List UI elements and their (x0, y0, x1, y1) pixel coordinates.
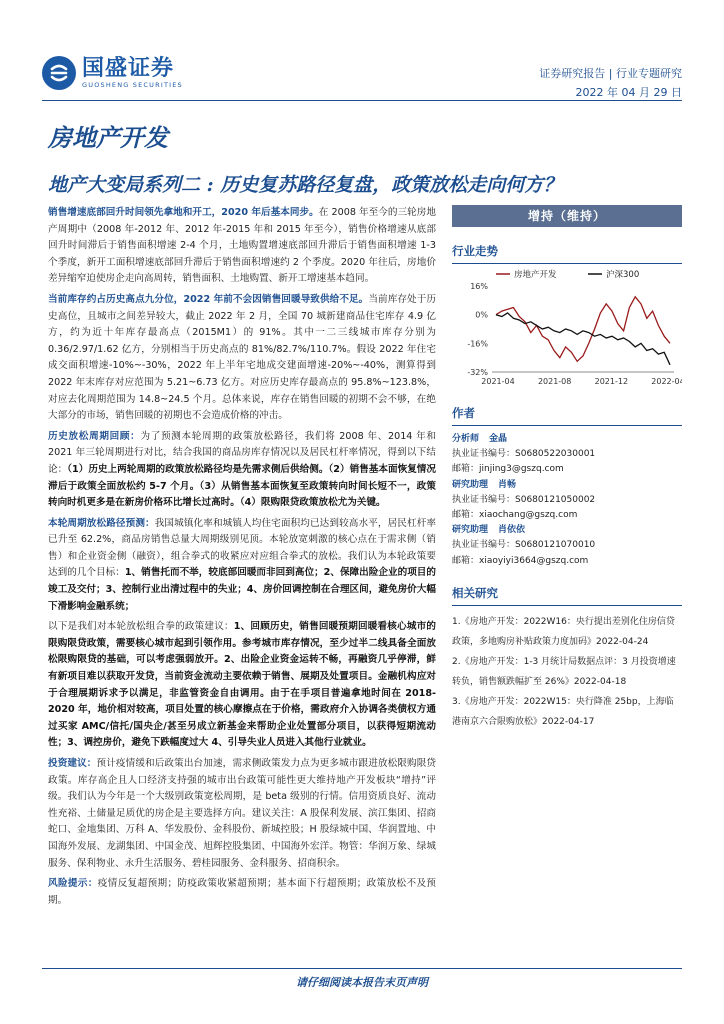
paragraph-lead: 销售增速底部回升时间领先拿地和开工，2020 年后基本同步。 (48, 207, 319, 218)
author-email[interactable]: 邮箱：jinjing3@gszq.com (452, 464, 564, 475)
sector-title: 房地产开发 (48, 123, 168, 152)
author-license: 执业证书编号：S0680121050002 (452, 494, 596, 505)
paragraph-sales (48, 205, 436, 288)
paragraph-text: 预计疫情缓和后政策出台加速，需求侧政策发力点为更多城市跟进放松限购限贷政策。库存高企且人口经济支持强的城市出台政策可能性更大维持地产开发板块“增持”评级。我们认为今年是一个大级别政策宽松周期，是 beta 级别的行情。信用资质良好、流动性充裕、土储量足质优的房企是主要选择方向。建议关注：A 股保利发展、滨江集团、招商蛇口、金地集团、万科 A、华发股份、金科股份、新城控股；H 股绿城中国、华润置地、中国海外发展、龙湖集团、中国金茂、旭辉控股集团、中国海外宏洋。物管：华润万象、绿城服务、保利物业、永升生活服务、碧桂园服务、金科服务、招商积余。 (48, 758, 437, 869)
author-heading: 作者 (452, 405, 682, 426)
sidebar (452, 205, 682, 732)
report-title: 地产大变局系列二 : 历史复苏路径复盘，政策放松走向何方？ (48, 174, 563, 196)
brand-mark-icon (42, 56, 76, 90)
paragraph-suggestions (48, 619, 436, 752)
paragraph-text: 在 2008 年至今的三轮房地产周期中（2008 年-2012 年、2012 年-2015 年和 2015 年至今），销售价格增速从底部回升时间滞后于销售面积增速 2-4 个月，土地购置增速底部回升滞后于销售面积增速 1-3 个季度，新开工面积增速底部回升滞后于销售面积增速约 2 个季度。2020 年往后，房地价差异缩窄迫使房企走向高周转，销售面积、土地购置、新开工增速基本趋同。 (48, 207, 437, 285)
paragraph-forecast (48, 516, 436, 616)
legend-label: 沪深300 (606, 270, 640, 280)
paragraph-lead: 风险提示： (48, 878, 98, 890)
author-entry (452, 478, 682, 524)
paragraph-investment (48, 756, 436, 872)
footer-divider (42, 968, 682, 969)
author-name: 肖畅 (498, 479, 517, 490)
trend-chart-svg (452, 264, 682, 389)
x-tick-label: 2021-08 (537, 377, 572, 386)
trend-chart (452, 264, 682, 389)
report-body (48, 205, 436, 913)
paragraph-lead: 当前库存约占历史高点九分位，2022 年前不会因销售回暖导致供给不足。 (48, 293, 369, 305)
related-heading: 相关研究 (452, 585, 682, 606)
paragraph-text: 疫情反复超预期；防疫政策收紧超预期；基本面下行超预期；政策放松不及预期。 (48, 878, 437, 906)
author-email[interactable]: 邮箱：xiaoyiyi3664@gszq.com (452, 555, 589, 566)
y-tick-label: 16% (470, 282, 488, 291)
author-name: 肖依依 (498, 525, 526, 536)
related-list (452, 612, 682, 732)
author-role: 研究助理 (452, 525, 489, 536)
paragraph-lead: 历史放松周期回顾： (48, 430, 141, 442)
author-entry (452, 523, 682, 569)
paragraph-text: 当前库存处于历史高位，且城市之间差异较大，截止 2022 年 2 月，全国 70 城新建商品住宅库存 4.9 亿方，约为近十年库存最高点（2015M1）的 91%。其中一二三线城市库存分别为 0.36/2.97/1.62 亿方，分别相当于历史高点的 81%/82.7%/110.7%。假设 2022 年住宅成交面积增速-10%~-30%，2022 年上半年宅地成交建面增速-20%~-40%，测算得到 2022 年末库存对应范围为 5.21~6.73 亿方。对应历史库存最高点的 95.8%~123.8%，对应去化周期范围为 14.8~24.5 个月。总体来说，库存在销售回暖的初期不会不够，在绝大部分的市场，销售回暖的初期也不会造成价格的冲击。 (48, 293, 436, 422)
header-divider (42, 100, 682, 101)
legend-label: 房地产开发 (514, 270, 557, 280)
paragraph-risk (48, 876, 436, 909)
related-report-link[interactable]: 3.《房地产开发：2022W15：央行降准 25bp，上海临港南京六合限购放松》2022-04-17 (452, 696, 674, 727)
author-email[interactable]: 邮箱：xiaochang@gszq.com (452, 510, 578, 521)
author-license: 执业证书编号：S0680121070010 (452, 540, 596, 551)
brand-name-en: GUOSHENG SECURITIES (82, 81, 183, 89)
paragraph-text: 为了预测本轮周期的政策放松路径，我们将 2008 年、2014 年和 2021 年三轮周期进行对比，结合我国的商品房库存情况以及居民杠杆率情况，得到以下结论： (48, 430, 436, 475)
paragraph-inventory (48, 292, 436, 425)
paragraph-points: （1）历史上两轮周期的政策放松路径均是先需求侧后供给侧。（2）销售基本面恢复情况滞后于政策全面放松约 5-7 个月。（3）从销售基本面恢复至政策转向时间长短不一，政策转向时机更多是在新房价格环比增长过高时。（4）限购限贷政策放松尤为关键。 (48, 463, 437, 509)
report-meta (539, 64, 682, 102)
series-line (496, 297, 670, 362)
report-date: 2022 年 04 月 29 日 (575, 86, 682, 99)
paragraph-lead: 本轮周期放松路径预测： (48, 517, 155, 529)
paragraph-points: 1、回顾历史，销售回暖预期回暖看核心城市的限购限贷政策，需要核心城市起到引领作用。参考城市库存情况，至少过半二线具备全面放松限购限贷的基础，可以考虑强弱放开。2、出险企业资金运转不畅，再融资几乎停滞，鲜有新项目难以获取开发贷，当前资金流动主要依赖于销售、展期及处置项目。金融机构应对于合理展期诉求予以满足，非监管资金自由调用。由于在手项目普遍拿地时间在 2018-2020 年，地价相对较高，项目处置的核心摩擦点在于价格，需政府介入协调各类债权方通过买家 AMC/信托/国央企/甚至另成立新基金来帮助企业处置部分项目，以获得短期流动性；3、调控房价，避免下跌幅度过大 4、引导失业人员进入其他行业就业。 (48, 621, 437, 749)
author-list (452, 432, 682, 569)
author-role: 研究助理 (452, 479, 489, 490)
y-tick-label: -16% (467, 339, 488, 349)
report-type: 证券研究报告 | 行业专题研究 (539, 67, 682, 80)
paragraph-points: 1、销售托而不举，较底部回暖而非回到高位；2、保障出险企业的项目的竣工及交付；3、控制行业出清过程中的失业；4、房价回调控制在合理区间，避免房价大幅下滑影响金融系统； (48, 567, 437, 612)
author-entry (452, 432, 682, 478)
paragraph-history (48, 429, 436, 512)
author-license: 执业证书编号：S0680522030001 (452, 449, 596, 460)
brand-logo (42, 56, 183, 90)
trend-heading: 行业走势 (452, 243, 682, 264)
author-role: 分析师 (452, 434, 480, 444)
x-tick-label: 2022-04 (651, 377, 682, 386)
brand-name: 国盛证券 (82, 56, 175, 81)
footer-disclaimer: 请仔细阅读本报告末页声明 (296, 976, 428, 989)
paragraph-lead: 投资建议： (48, 758, 97, 769)
author-name: 金晶 (489, 434, 508, 444)
y-tick-label: 0% (475, 310, 488, 320)
related-report-link[interactable]: 2.《房地产开发：1-3 月统计局数据点评：3 月投资增速转负，销售额跌幅扩至 26%》2022-04-18 (452, 656, 676, 687)
rating-badge: 增持（维持） (452, 205, 682, 227)
related-report-link[interactable]: 1.《房地产开发：2022W16：央行提出差别化住房信贷政策，多地购房补贴政策力度加码》2022-04-24 (452, 616, 675, 647)
x-tick-label: 2021-12 (594, 377, 629, 386)
x-tick-label: 2021-04 (481, 377, 515, 386)
y-tick-label: -32% (467, 368, 488, 377)
series-line (496, 313, 670, 365)
paragraph-text: 我国城镇化率和城镇人均住宅面积均已达到较高水平，居民杠杆率已升至 62.2%，商品房销售总量大周期级别见顶。本轮放宽刺激的核心点在于需求侧（销售）和企业资金侧（融资），组合拳式的收紧应对应组合拳式的放松。我们认为本轮政策要达到的几个目标： (48, 517, 437, 579)
paragraph-text: 以下是我们对本轮放松组合拳的政策建议： (48, 621, 234, 633)
